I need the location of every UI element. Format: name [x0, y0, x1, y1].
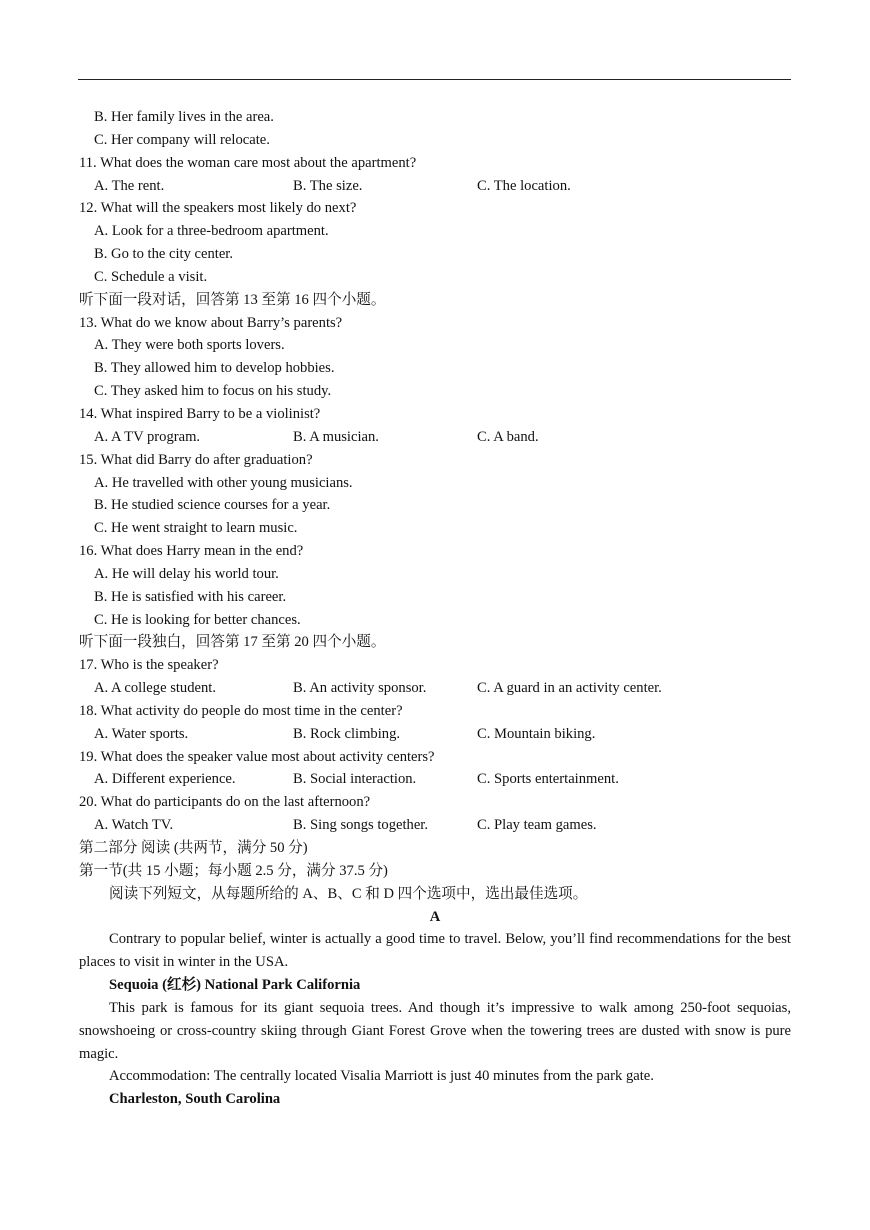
q13-stem: 13. What do we know about Barry’s parents? — [79, 314, 343, 331]
paragraph-accommodation: Accommodation: The centrally located Visalia Marriott is just 40 minutes from the park gate. — [109, 1068, 654, 1085]
q19-option-a: A. Different experience. — [94, 771, 236, 788]
q11-option-a: A. The rent. — [94, 177, 165, 194]
passage-intro: Contrary to popular belief, winter is actually a good time to travel. Below, you’ll find recommendations for the best places to visit in winter in the USA. — [79, 931, 791, 971]
q10-option-b: B. Her family lives in the area. — [94, 109, 274, 125]
q14-option-b: B. A musician. — [293, 428, 379, 445]
q20-option-b: B. Sing songs together. — [293, 817, 428, 834]
q11-option-b: B. The size. — [293, 177, 363, 194]
q11-options — [79, 175, 791, 198]
q20-stem: 20. What do participants do on the last afternoon? — [79, 794, 371, 811]
instruction-13-16: 听下面一段对话，回答第 13 至第 16 四个小题。 — [79, 291, 386, 308]
q18-stem: 18. What activity do people do most time in the center? — [79, 702, 403, 719]
passage-label: A — [429, 908, 441, 925]
q12-stem: 12. What will the speakers most likely do next? — [79, 200, 357, 217]
q16-option-c: C. He is looking for better chances. — [94, 611, 301, 628]
section-one-title: 第一节(共 15 小题；每小题 2.5 分，满分 37.5 分) — [79, 862, 388, 879]
part-two-title: 第二部分 阅读 (共两节，满分 50 分) — [79, 840, 308, 856]
q12-option-a: A. Look for a three-bedroom apartment. — [94, 223, 329, 240]
reading-instruction: 阅读下列短文，从每题所给的 A、B、C 和 D 四个选项中，选出最佳选项。 — [109, 885, 588, 902]
q15-option-b: B. He studied science courses for a year. — [94, 497, 331, 514]
q10-option-c: C. Her company will relocate. — [94, 131, 270, 148]
paragraph-sequoia: This park is famous for its giant sequoia trees. And though it’s impressive to walk among 250-foot sequoias, snowshoeing or cross-country skiing through Giant Forest Grove when the towering trees are dusted with snow is pure magic. — [79, 999, 791, 1062]
q14-stem: 14. What inspired Barry to be a violinist? — [79, 405, 321, 422]
q18-options — [79, 723, 791, 746]
q17-option-b: B. An activity sponsor. — [293, 680, 427, 697]
q19-option-b: B. Social interaction. — [293, 771, 417, 788]
q20-options — [79, 814, 791, 837]
q19-option-c: C. Sports entertainment. — [477, 771, 619, 788]
q15-option-a: A. He travelled with other young musicians. — [94, 474, 353, 491]
q14-option-c: C. A band. — [477, 428, 539, 445]
q18-option-a: A. Water sports. — [94, 725, 189, 742]
q13-option-a: A. They were both sports lovers. — [94, 337, 285, 354]
q13-option-b: B. They allowed him to develop hobbies. — [94, 360, 335, 377]
q17-options — [79, 677, 791, 700]
q14-option-a: A. A TV program. — [94, 428, 201, 445]
q15-stem: 15. What did Barry do after graduation? — [79, 451, 313, 468]
q14-options — [79, 426, 791, 449]
q12-option-c: C. Schedule a visit. — [94, 268, 208, 285]
heading-sequoia: Sequoia (红杉) National Park California — [109, 977, 361, 994]
q17-stem: 17. Who is the speaker? — [79, 657, 219, 674]
q18-option-c: C. Mountain biking. — [477, 725, 596, 742]
q19-options — [79, 768, 791, 791]
q11-option-c: C. The location. — [477, 177, 571, 194]
q20-option-c: C. Play team games. — [477, 817, 597, 834]
q12-option-b: B. Go to the city center. — [94, 246, 234, 263]
q18-option-b: B. Rock climbing. — [293, 725, 401, 742]
heading-charleston: Charleston, South Carolina — [109, 1091, 281, 1108]
q11-stem: 11. What does the woman care most about the apartment? — [79, 154, 417, 171]
exam-page — [79, 106, 791, 1111]
q15-option-c: C. He went straight to learn music. — [94, 520, 298, 537]
header-rule — [78, 79, 791, 80]
q13-option-c: C. They asked him to focus on his study. — [94, 383, 332, 400]
q17-option-a: A. A college student. — [94, 680, 217, 697]
q19-stem: 19. What does the speaker value most about activity centers? — [79, 748, 435, 765]
q16-stem: 16. What does Harry mean in the end? — [79, 543, 304, 560]
q16-option-a: A. He will delay his world tour. — [94, 565, 279, 582]
instruction-17-20: 听下面一段独白，回答第 17 至第 20 四个小题。 — [79, 634, 386, 651]
q17-option-c: C. A guard in an activity center. — [477, 680, 662, 697]
q16-option-b: B. He is satisfied with his career. — [94, 588, 287, 605]
q20-option-a: A. Watch TV. — [94, 817, 174, 834]
